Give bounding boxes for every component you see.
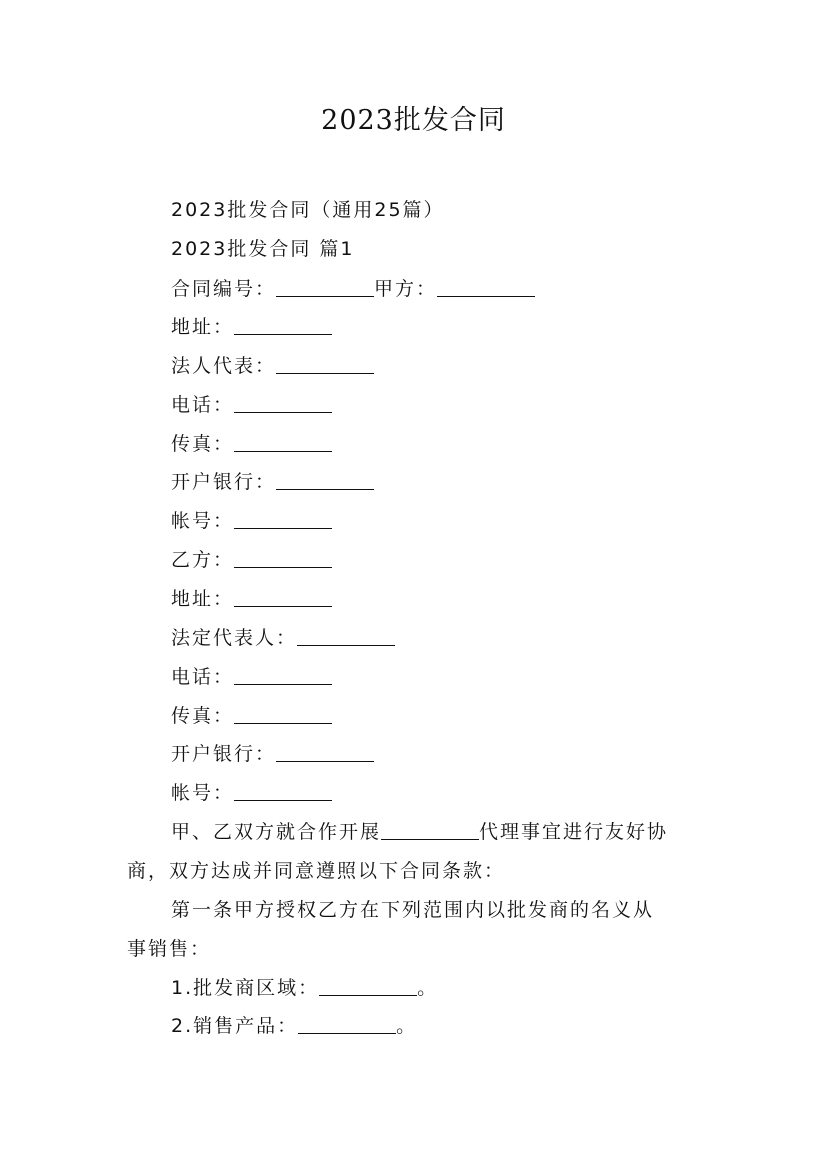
party-b-line: [127, 547, 761, 574]
party-b-phone-label: 电话：: [171, 666, 235, 688]
party-b-account-line: [127, 780, 761, 807]
item-1-blank: [319, 975, 417, 996]
item-1-label: 1.批发商区域：: [171, 977, 320, 999]
page-title: 2023批发合同: [321, 105, 506, 136]
party-a-account-label: 帐号：: [171, 510, 235, 532]
article-1-line-2: 事销售：: [127, 938, 212, 960]
party-b-address-line: [127, 586, 761, 613]
party-b-bank-blank: [276, 741, 374, 762]
paragraph-1-blank: [381, 819, 479, 840]
party-a-bank-label: 开户银行：: [171, 471, 277, 493]
party-b-phone-line: [127, 664, 761, 691]
party-a-label: 甲方：: [374, 278, 438, 300]
section-heading: 2023批发合同 篇1: [171, 238, 355, 260]
party-b-fax-label: 传真：: [171, 705, 235, 727]
party-b-bank-label: 开户银行：: [171, 743, 277, 765]
document-subtitle: 2023批发合同（通用25篇）: [171, 199, 445, 221]
contract-number-line: [127, 276, 761, 303]
party-a-address-blank: [234, 314, 332, 335]
party-b-legal-rep-blank: [297, 625, 395, 646]
party-b-account-label: 帐号：: [171, 782, 235, 804]
party-b-address-label: 地址：: [171, 588, 235, 610]
party-b-legal-rep-label: 法定代表人：: [171, 627, 298, 649]
contract-number-label: 合同编号：: [171, 278, 277, 300]
party-b-blank: [234, 547, 332, 568]
paragraph-1-text-a: 甲、乙双方就合作开展: [171, 821, 382, 843]
party-a-fax-blank: [234, 431, 332, 452]
party-a-phone-blank: [234, 392, 332, 413]
item-2-end: 。: [396, 1015, 418, 1037]
party-a-phone-line: [127, 392, 761, 419]
item-1-end: 。: [417, 977, 439, 999]
party-b-fax-line: [127, 703, 761, 730]
party-b-account-blank: [234, 780, 332, 801]
party-a-fax-label: 传真：: [171, 433, 235, 455]
party-a-address-line: [127, 314, 761, 341]
party-a-legal-rep-blank: [276, 353, 374, 374]
party-a-legal-rep-line: [127, 353, 761, 380]
party-b-fax-blank: [234, 703, 332, 724]
article-1-line-1: 第一条甲方授权乙方在下列范围内以批发商的名义从: [171, 899, 655, 921]
party-b-legal-rep-line: [127, 625, 761, 652]
contract-number-blank: [276, 276, 374, 297]
party-a-account-blank: [234, 508, 332, 529]
party-b-address-blank: [234, 586, 332, 607]
item-1-line: [127, 975, 761, 1002]
party-a-bank-line: [127, 469, 761, 496]
party-b-phone-blank: [234, 664, 332, 685]
party-b-label: 乙方：: [171, 549, 235, 571]
item-2-blank: [298, 1013, 396, 1034]
paragraph-1-text-b: 代理事宜进行友好协: [479, 821, 669, 843]
paragraph-1-line-1: [127, 819, 761, 846]
party-b-bank-line: [127, 741, 761, 768]
party-a-blank: [437, 276, 535, 297]
party-a-address-label: 地址：: [171, 316, 235, 338]
party-a-phone-label: 电话：: [171, 394, 235, 416]
item-2-label: 2.销售产品：: [171, 1015, 299, 1037]
party-a-account-line: [127, 508, 761, 535]
party-a-legal-rep-label: 法人代表：: [171, 355, 277, 377]
party-a-bank-blank: [276, 469, 374, 490]
party-a-fax-line: [127, 431, 761, 458]
paragraph-1-line-2: 商，双方达成并同意遵照以下合同条款：: [127, 860, 506, 882]
item-2-line: [127, 1013, 761, 1040]
